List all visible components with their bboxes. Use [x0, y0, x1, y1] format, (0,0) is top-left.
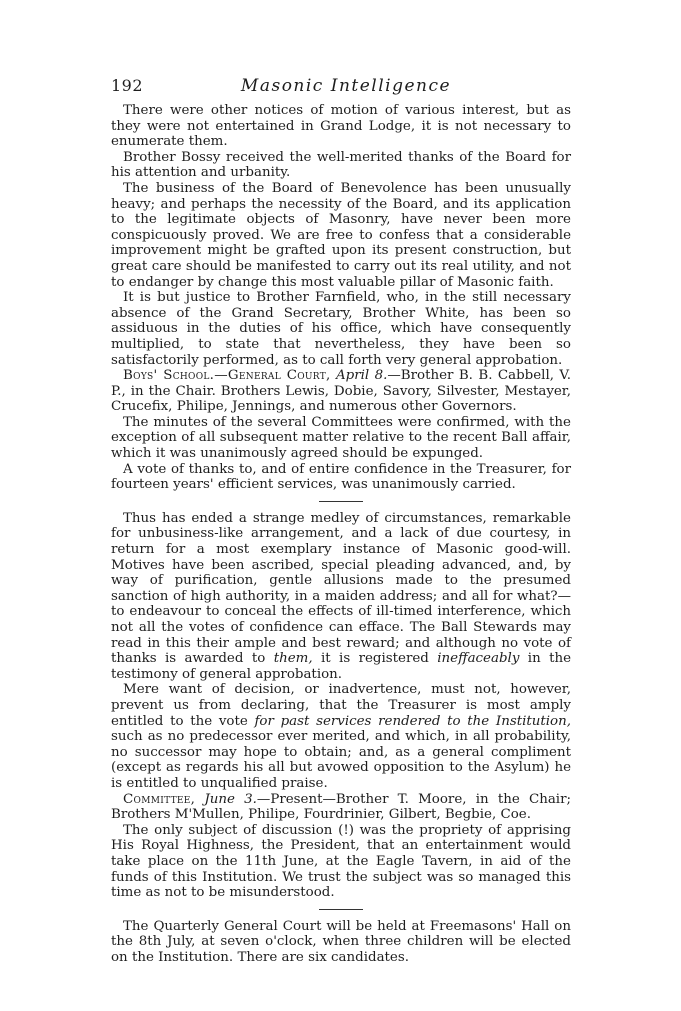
section-date: April 8. — [336, 368, 388, 384]
paragraph — [111, 368, 571, 415]
paragraph: The minutes of the several Committees were confirmed, with the exception of all subsequent matter relative to the recent Ball affair, which it was unanimously agreed should be expunged. — [111, 414, 571, 462]
emphasis-text: ineffaceably — [437, 651, 520, 667]
paragraph: It is but justice to Brother Farnfield, who, in the still necessary absence of the Grand Secretary, Brother White, has been so assiduous in the duties of his office, which have consequently multiplied, to state that nevertheless, they have been so satisfactorily performed, as to call forth very general approbation. — [111, 290, 571, 368]
page-header — [111, 76, 581, 100]
paragraph — [111, 682, 571, 791]
paragraph — [111, 511, 571, 683]
paragraph-text: Mere want of decision, or inadvertence, must not, however, prevent us from declaring, that the Treasurer is most amply entitled to the vote — [111, 682, 571, 729]
paragraph: The Quarterly General Court will be held at Freemasons' Hall on the 8th July, at seven o'clock, when three children will be elected on the Institution. There are six candidates. — [111, 918, 571, 965]
running-head: Masonic Intelligence — [240, 76, 452, 96]
paragraph: The only subject of discussion (!) was the propriety of apprising His Royal Highness, the President, that an entertainment would take place on the 11th June, at the Eagle Tavern, in aid of the funds of this Institution. We trust the subject was so managed this time as not to be misunderstood. — [111, 822, 571, 901]
paragraph-text: —Brother B. B. Cabbell, V. P., in the Chair. Brothers Lewis, Dobie, Savory, Silvester, Mestayer, Crucefix, Philipe, Jennings, and numerous other Governors. — [111, 368, 571, 415]
section-date: June 3. — [204, 791, 257, 807]
paragraph-text: Thus has ended a strange medley of circumstances, remarkable for unbusiness-like arrangement, and a lack of due courtesy, in return for a most exemplary instance of Masonic good-will. Motives have been ascribed, special pleading advanced, and, by way of purification, gentle allusions made to the presumed sanction of high authority, in a maiden address; and all for what?—to endeavour to conceal the effects of ill-timed interference, which not all the votes of confidence can efface. The Ball Stewards may read in this their ample and best reward; and although no vote of thanks is awarded to — [111, 510, 571, 667]
page-number: 192 — [111, 76, 144, 95]
paragraph-text: such as no predecessor ever merited, and which, in all probability, no successor may hope to obtain; and, as a general compliment (except as regards his all but avowed opposition to the Asylum) he is entitled to unqualified praise. — [111, 729, 571, 791]
paragraph — [111, 792, 571, 823]
section-divider — [111, 501, 571, 502]
paragraph: The business of the Board of Benevolence has been unusually heavy; and perhaps the necessity of the Board, and its application to the legitimate objects of Masonry, have never been more conspicuously proved. We are free to confess that a considerable improvement might be grafted upon its present construction, but great care should be manifested to carry out its real utility, and not to endanger by change this most valuable pillar of Masonic faith. — [111, 180, 571, 290]
emphasis-text: for past services rendered to the Institution, — [254, 713, 571, 729]
paragraph-text: it is registered — [320, 651, 429, 667]
paragraph-text: —Present—Brother T. Moore, in the Chair; Brothers M'Mullen, Philipe, Fourdrinier, Gilbert, Begbie, Coe. — [111, 791, 571, 823]
body-text — [111, 103, 571, 965]
section-divider — [111, 909, 571, 910]
section-heading: Boys' School.—General Court, — [123, 368, 331, 384]
paragraph-text: in the testimony of general approbation. — [111, 651, 572, 682]
emphasis-text: them, — [273, 651, 313, 667]
paragraph: Brother Bossy received the well-merited thanks of the Board for his attention and urbanity. — [111, 149, 571, 181]
paragraph: There were other notices of motion of various interest, but as they were not entertained in Grand Lodge, it is not necessary to enumerate them. — [111, 103, 571, 150]
paragraph: A vote of thanks to, and of entire confidence in the Treasurer, for fourteen years' efficient services, was unanimously carried. — [111, 461, 571, 493]
section-heading: Committee, — [123, 791, 196, 807]
